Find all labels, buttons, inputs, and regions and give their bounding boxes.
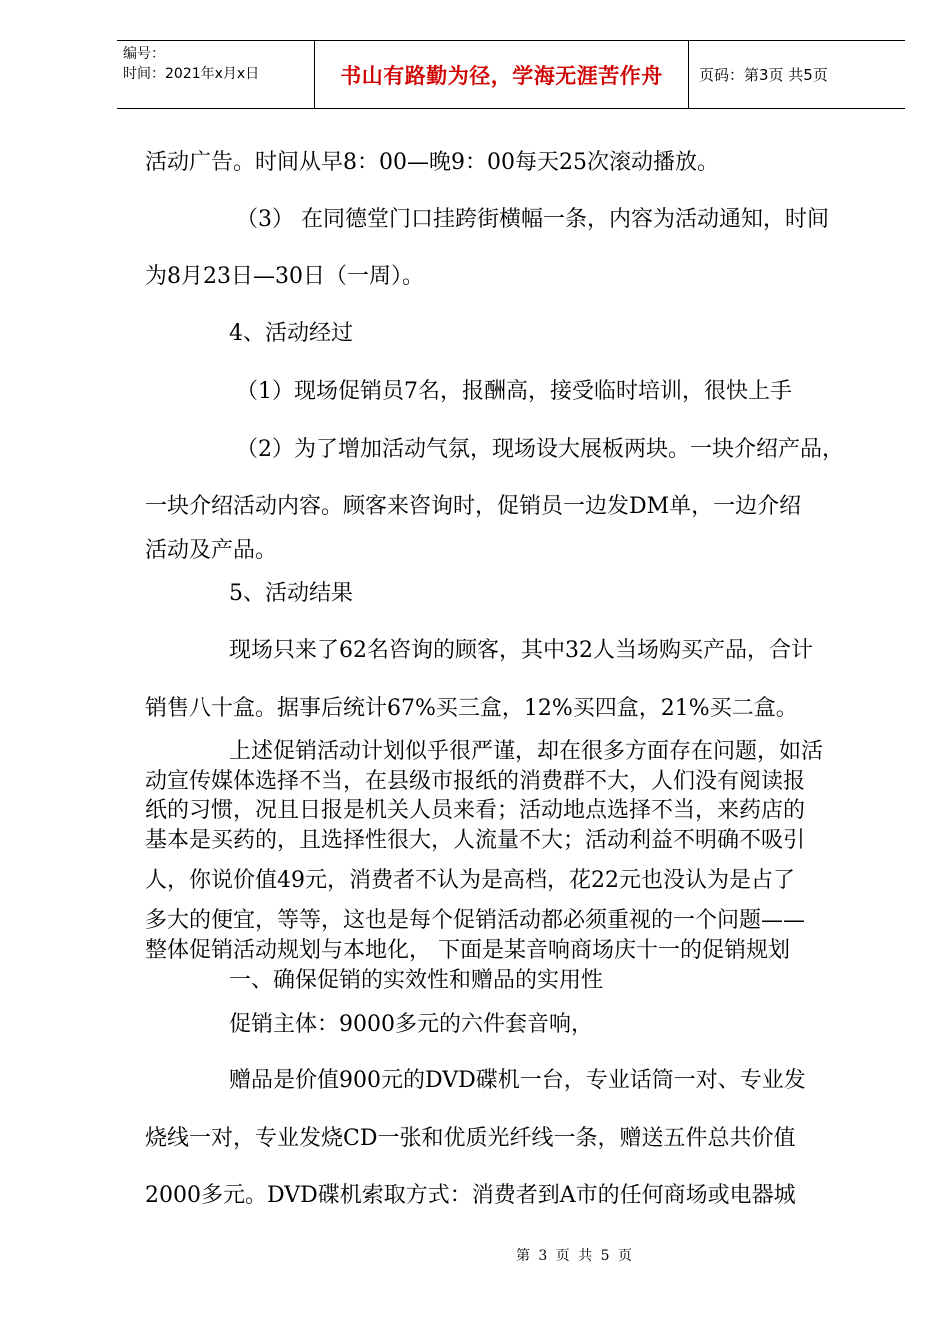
body-line: 多大的便宜，等等，这也是每个促销活动都必须重视的一个问题—— <box>145 908 806 933</box>
body-line: 一块介绍活动内容。顾客来咨询时，促销员一边发DM单，一边介绍 <box>145 494 802 519</box>
header-motto: 书山有路勤为径，学海无涯苦作舟 <box>315 41 689 108</box>
body-line: （3） 在同德堂门口挂跨街横幅一条，内容为活动通知，时间 <box>236 207 829 232</box>
body-line: 动宣传媒体选择不当，在县级市报纸的消费群不大，人们没有阅读报 <box>145 769 806 794</box>
page-footer: 第 3 页 共 5 页 <box>515 1248 635 1264</box>
body-line: 现场只来了62名咨询的顾客，其中32人当场购买产品，合计 <box>229 638 813 663</box>
body-line: 为8月23日—30日（一周）。 <box>145 264 424 289</box>
header-page-number: 页码：第3页 共5页 <box>699 66 828 84</box>
body-line: 人，你说价值49元，消费者不认为是高档，花22元也没认为是占了 <box>145 868 795 893</box>
body-line: （2）为了增加活动气氛，现场设大展板两块。一块介绍产品， <box>236 437 844 462</box>
body-line: 上述促销活动计划似乎很严谨，却在很多方面存在问题，如活 <box>229 739 824 764</box>
section-heading: 4、活动经过 <box>229 321 353 346</box>
section-heading: 一、确保促销的实效性和赠品的实用性 <box>229 968 604 993</box>
document-number-label: 编号： <box>123 46 165 62</box>
body-line: 销售八十盒。据事后统计67%买三盒，12%买四盒，21%买二盒。 <box>145 696 798 721</box>
section-heading: 5、活动结果 <box>229 581 353 606</box>
body-line: 烧线一对，专业发烧CD一张和优质光纤线一条，赠送五件总共价值 <box>145 1126 796 1151</box>
body-line: 促销主体：9000多元的六件套音响， <box>229 1012 593 1037</box>
body-line: （1）现场促销员7名，报酬高，接受临时培训，很快上手 <box>236 379 792 404</box>
body-line: 整体促销活动规划与本地化， 下面是某音响商场庆十一的促销规划 <box>145 938 790 963</box>
body-line: 2000多元。DVD碟机索取方式：消费者到A市的任何商场或电器城 <box>145 1183 796 1208</box>
body-line: 基本是买药的，且选择性很大，人流量不大；活动利益不明确不吸引 <box>145 828 806 853</box>
body-line: 活动及产品。 <box>145 538 278 563</box>
body-line: 纸的习惯，况且日报是机关人员来看；活动地点选择不当，来药店的 <box>145 798 806 823</box>
body-line: 赠品是价值900元的DVD碟机一台，专业话筒一对、专业发 <box>229 1068 806 1093</box>
body-line: 活动广告。时间从早8：00—晚9：00每天25次滚动播放。 <box>145 150 719 175</box>
document-time-label: 时间：2021年x月x日 <box>123 66 260 82</box>
